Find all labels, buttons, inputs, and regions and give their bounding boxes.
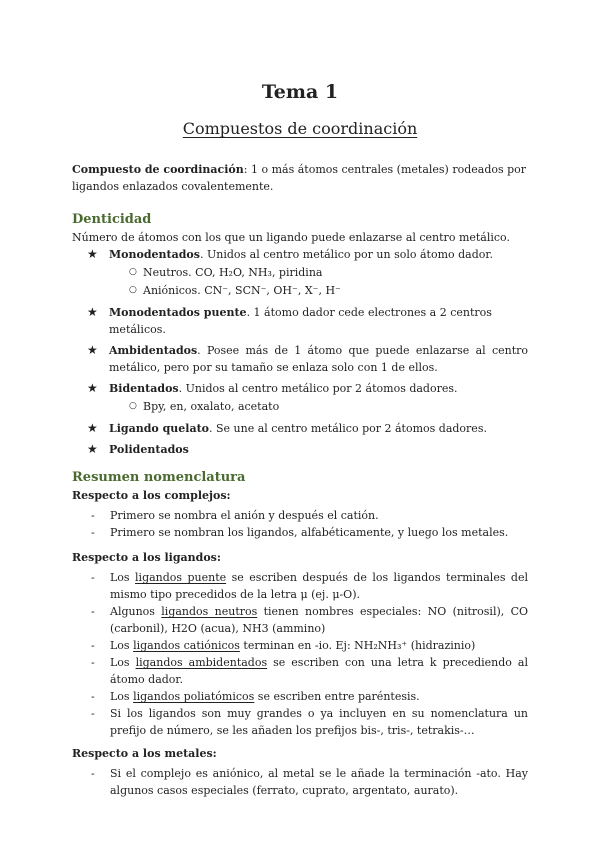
list-item xyxy=(72,688,528,705)
item-text: Si el complejo es aniónico, al metal se le añade la terminación -ato. Hay algunos casos especiales (ferrato, cuprato, argentato, aurato). xyxy=(110,767,528,797)
item-text: Si los ligandos son muy grandes o ya incluyen en su nomenclatura un prefijo de número, se les añaden los prefijos bis-, tris-, tetrakis-… xyxy=(110,707,528,737)
list-item xyxy=(72,654,528,688)
text: se escriben con una letra k precediendo al átomo dador. xyxy=(110,656,528,686)
page-title: Tema 1 xyxy=(261,81,339,103)
definition: . Posee más de 1 átomo que puede enlazarse al centro metálico, pero por su tamaño se enlaza solo con 1 de ellos. xyxy=(109,344,528,374)
term: Monodentados puente xyxy=(109,306,247,319)
circle-bullet-icon: ○ xyxy=(129,267,137,277)
item-text: Primero se nombra el anión y después el catión. xyxy=(110,509,379,522)
underlined-term: ligandos ambidentados xyxy=(135,656,268,669)
complejos-list xyxy=(72,507,528,541)
list-item xyxy=(72,507,528,524)
text: Algunos xyxy=(110,605,162,618)
denticidad-description: Número de átomos con los que un ligando puede enlazarse al centro metálico. xyxy=(72,231,510,244)
star-bullet-icon: ★ xyxy=(87,305,98,319)
anionicos-text: Aniónicos. CN⁻, SCN⁻, OH⁻, X⁻, H⁻ xyxy=(143,284,341,297)
star-bullet-icon: ★ xyxy=(87,421,98,435)
term: Ambidentados xyxy=(109,344,198,357)
star-bullet-icon: ★ xyxy=(87,381,98,395)
underlined-term: ligandos poliatómicos xyxy=(133,690,255,703)
denticidad-heading: Denticidad xyxy=(72,212,152,227)
dash-bullet-icon: - xyxy=(91,767,95,780)
dash-bullet-icon: - xyxy=(91,707,95,720)
denticidad-list xyxy=(72,246,528,263)
list-item xyxy=(72,637,528,654)
denticidad-list-cont xyxy=(72,304,528,397)
ligandos-list xyxy=(72,569,528,739)
text: se escriben entre paréntesis. xyxy=(254,690,420,703)
list-item xyxy=(72,603,528,637)
text: terminan en -io. Ej: NH₂NH₃⁺ (hidrazinio) xyxy=(239,639,476,652)
star-bullet-icon: ★ xyxy=(87,247,98,261)
item-text: Primero se nombran los ligandos, alfabéticamente, y luego los metales. xyxy=(110,526,509,539)
circle-bullet-icon: ○ xyxy=(129,401,137,411)
underlined-term: ligandos puente xyxy=(135,571,227,584)
text: Los xyxy=(110,639,134,652)
denticidad-list-end xyxy=(72,420,528,458)
underlined-term: ligandos catiónicos xyxy=(133,639,240,652)
list-item-monodentados xyxy=(72,246,528,263)
dash-bullet-icon: - xyxy=(91,605,95,618)
list-item xyxy=(72,524,528,541)
list-item-bidentados-ex xyxy=(72,398,528,415)
term: Monodentados xyxy=(109,248,200,261)
bidentados-sublist xyxy=(72,398,528,415)
definition: . 1 átomo dador cede electrones a 2 centros metálicos. xyxy=(109,306,492,336)
page-subtitle: Compuestos de coordinación xyxy=(182,119,418,138)
circle-bullet-icon: ○ xyxy=(129,285,137,295)
term: Polidentados xyxy=(109,443,189,456)
monodentados-sublist xyxy=(72,264,528,299)
term: Bidentados xyxy=(109,382,179,395)
star-bullet-icon: ★ xyxy=(87,442,98,456)
neutros-text: Neutros. CO, H₂O, NH₃, piridina xyxy=(143,266,323,279)
list-item-ambidentados xyxy=(72,342,528,376)
intro-text: : 1 o más átomos centrales (metales) rodeados por ligandos enlazados covalentemente. xyxy=(72,163,527,193)
text: se escriben después de los ligandos terminales del mismo tipo precedidos de la letra μ (ej. μ-O). xyxy=(110,571,528,601)
list-item xyxy=(72,705,528,739)
text: Los xyxy=(110,656,136,669)
resumen-heading: Resumen nomenclatura xyxy=(72,470,246,485)
list-item xyxy=(72,569,528,603)
text: Los xyxy=(110,690,134,703)
metales-heading: Respecto a los metales: xyxy=(72,747,217,760)
list-item-neutros xyxy=(72,264,528,281)
complejos-heading: Respecto a los complejos: xyxy=(72,489,231,502)
definition: . Unidos al centro metálico por 2 átomos dadores. xyxy=(178,382,458,395)
list-item-bidentados xyxy=(72,380,528,397)
definition: . Unidos al centro metálico por un solo átomo dador. xyxy=(199,248,493,261)
list-item-puente xyxy=(72,304,528,338)
text: tienen nombres especiales: NO (nitrosil), CO (carbonil), H2O (acua), NH3 (ammino) xyxy=(110,605,529,635)
dash-bullet-icon: - xyxy=(91,509,95,522)
dash-bullet-icon: - xyxy=(91,690,95,703)
list-item-quelato xyxy=(72,420,528,437)
list-item xyxy=(72,765,528,799)
dash-bullet-icon: - xyxy=(91,526,95,539)
text: Los xyxy=(110,571,136,584)
dash-bullet-icon: - xyxy=(91,656,95,669)
examples-text: Bpy, en, oxalato, acetato xyxy=(143,400,280,413)
term: Ligando quelato xyxy=(109,422,209,435)
star-bullet-icon: ★ xyxy=(87,343,98,357)
metales-list xyxy=(72,765,528,799)
intro-term: Compuesto de coordinación xyxy=(72,163,244,176)
dash-bullet-icon: - xyxy=(91,571,95,584)
list-item-polidentados xyxy=(72,441,528,458)
intro-paragraph xyxy=(72,161,528,195)
list-item-anionicos xyxy=(72,282,528,299)
dash-bullet-icon: - xyxy=(91,639,95,652)
ligandos-heading: Respecto a los ligandos: xyxy=(72,551,221,564)
definition: . Se une al centro metálico por 2 átomos dadores. xyxy=(209,422,487,435)
underlined-term: ligandos neutros xyxy=(161,605,258,618)
